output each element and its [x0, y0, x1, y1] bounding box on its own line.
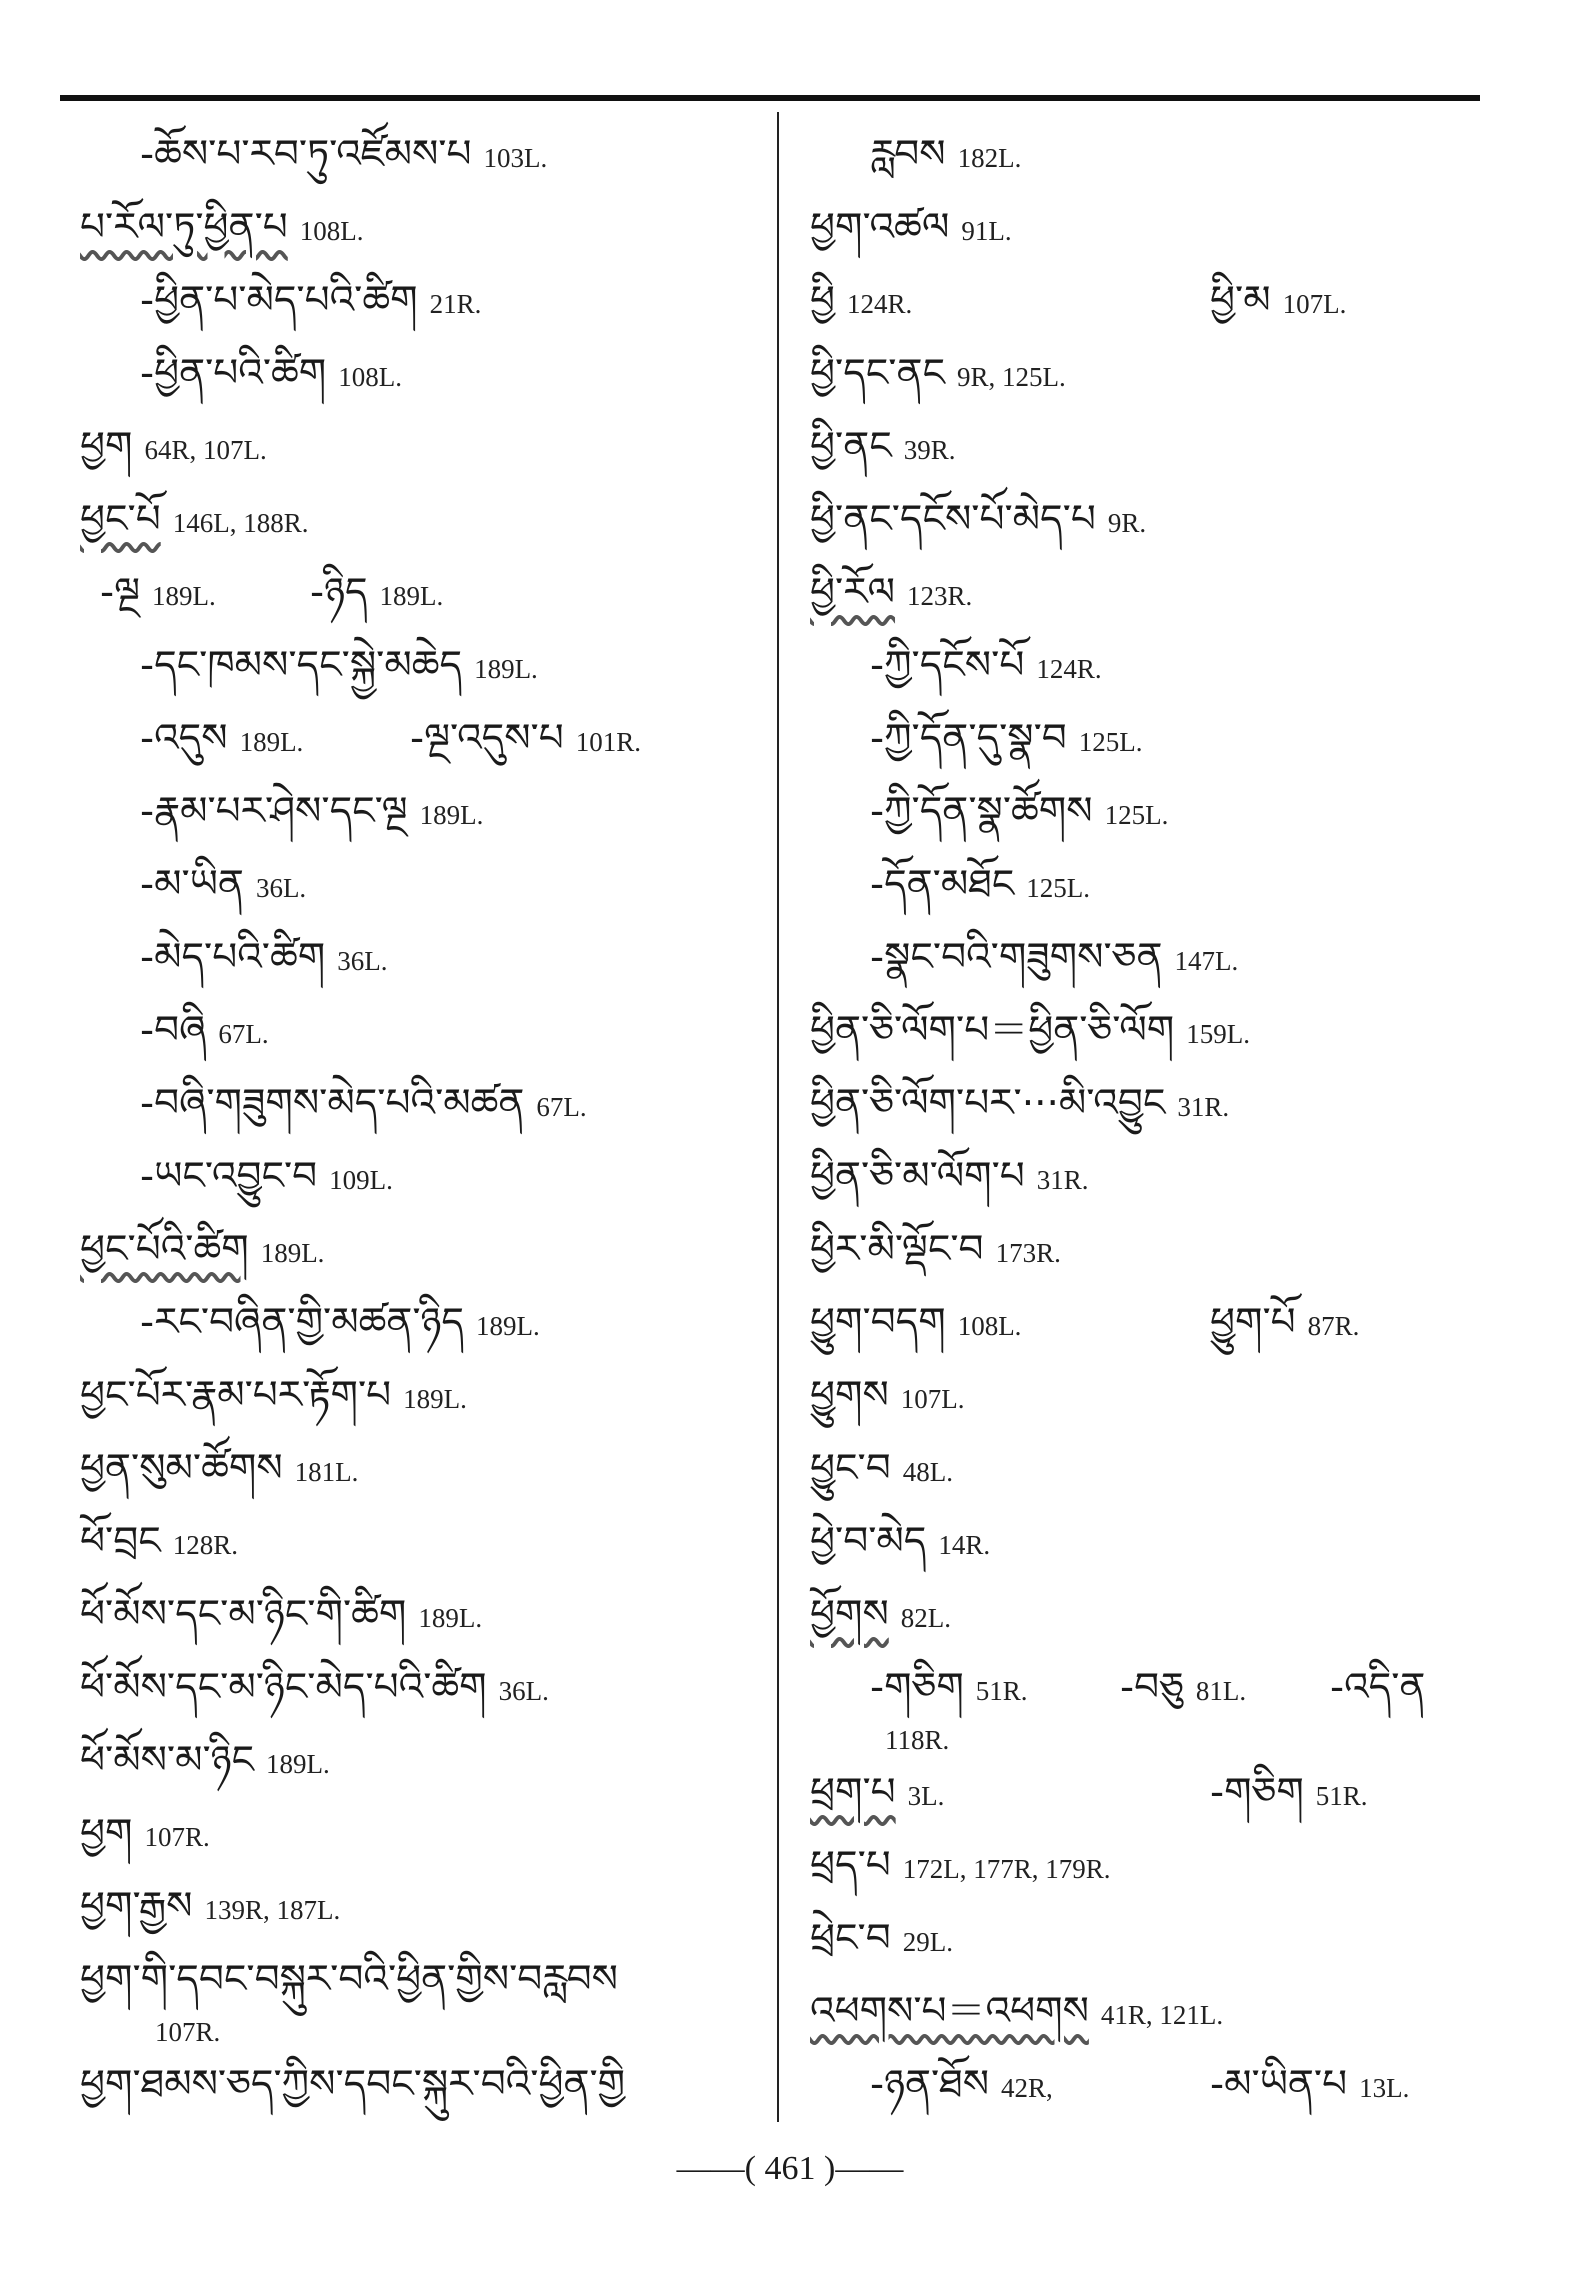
entry-main — [810, 1989, 1223, 2034]
page-ref: 29L. — [902, 1927, 953, 1957]
index-entry — [80, 1001, 760, 1074]
index-entry — [810, 490, 1480, 563]
page-ref: 31R. — [1036, 1165, 1089, 1195]
entry-term: -ཡང་འབྱུང་བ — [140, 1154, 318, 1199]
entry-main — [810, 1843, 1111, 1888]
entry-term: -འདུས — [140, 716, 228, 761]
index-entry — [80, 1220, 760, 1293]
index-entry — [80, 417, 760, 490]
entry-main — [810, 424, 955, 469]
page-ref: 125L. — [1104, 800, 1169, 830]
entry-term: ཕྱིན་ཅི་ལོག་པ＝ཕྱིན་ཅི་ལོག — [810, 1008, 1175, 1053]
page-ref: 36L. — [255, 873, 307, 903]
page-ref: 189L. — [379, 581, 444, 611]
entry-main — [80, 716, 303, 761]
entry-term: -ལྔ་འདུས་པ — [410, 716, 564, 761]
page-ref: 182L. — [957, 143, 1022, 173]
entry-term: ཕྱག་གི་དབང་བསྐུར་བའི་ཕྱིན་གྱིས་བརླབས — [80, 1957, 618, 2002]
entry-secondary — [1210, 1293, 1359, 1356]
page-ref: 147L. — [1174, 946, 1239, 976]
page-ref: 67L. — [536, 1092, 587, 1122]
page-ref: 189L. — [476, 1311, 540, 1341]
page-ref: 189L. — [474, 654, 538, 684]
entry-main — [810, 1373, 965, 1418]
entry-main — [810, 1592, 951, 1637]
index-entry — [80, 1950, 760, 2055]
page-ref: 109L. — [329, 1165, 393, 1195]
index-entry — [810, 782, 1480, 855]
page-ref: 128R. — [172, 1530, 238, 1560]
index-entry — [80, 855, 760, 928]
entry-term: -སྣང་བའི་གཟུགས་ཅན — [870, 935, 1163, 980]
entry-main — [810, 1519, 990, 1564]
index-entry — [80, 125, 760, 198]
entry-term: -མ་ཡིན — [140, 862, 244, 907]
index-entry — [80, 1512, 760, 1585]
index-entry — [810, 1909, 1480, 1982]
index-entry — [80, 563, 760, 636]
index-entry — [80, 782, 760, 855]
page-ref: 107L. — [900, 1384, 965, 1414]
entry-term: ཕྱང་པོའི་ཚིག — [80, 1227, 249, 1272]
index-entry — [80, 1585, 760, 1658]
entry-main — [80, 570, 216, 615]
index-entry — [80, 1439, 760, 1512]
entry-term: -ཀྱི་དོན་དུ་སྣ་བ — [870, 716, 1067, 761]
index-entry — [810, 125, 1480, 198]
index-entry — [810, 1220, 1480, 1293]
index-entry — [80, 928, 760, 1001]
entry-term: -བཞི — [140, 1008, 207, 1053]
entry-secondary — [1210, 1763, 1368, 1826]
entry-term: -ཕྱིན་པའི་ཚིག — [140, 351, 327, 396]
page-ref: 9R. — [1107, 508, 1147, 538]
page-ref: 123R. — [907, 581, 973, 611]
page-ref: 41R, 121L. — [1100, 2000, 1224, 2030]
page-ref: 107L. — [1282, 289, 1347, 319]
page-ref: 13L. — [1359, 2073, 1410, 2103]
entry-main — [810, 278, 912, 323]
entry-term: ཕྱུགས — [810, 1373, 889, 1418]
entry-main — [80, 1008, 269, 1053]
entry-main — [810, 205, 1012, 250]
entry-term: ཕོ་བྲང — [80, 1519, 161, 1564]
entry-term: ཕྱག — [80, 1811, 133, 1856]
index-entry — [80, 709, 760, 782]
page-ref: 3L. — [907, 1781, 945, 1811]
page-ref: 125L. — [1026, 873, 1091, 903]
entry-term: པ་རོལ་ཏུ་ཕྱིན་པ — [80, 205, 288, 250]
entry-term: ཕྱན་སུམ་ཚོགས — [80, 1446, 283, 1491]
entry-term: ཕྱུང་བ — [810, 1446, 891, 1491]
page-ref: 189L. — [403, 1384, 467, 1414]
entry-main — [80, 1811, 210, 1856]
page-ref: 124R. — [1036, 654, 1102, 684]
entry-term: ཕྱིན་ཅི་ལོག་པར་···མི་འབྱུང — [810, 1081, 1166, 1126]
index-entry — [80, 1074, 760, 1147]
entry-term: ཕྱི་རོལ — [810, 570, 896, 615]
entry-term: -ཆོས་པ་རབ་ཏུ་འཛོམས་པ — [140, 132, 472, 177]
entry-main — [80, 1592, 482, 1637]
entry-main — [80, 643, 538, 688]
page-ref: 39R. — [903, 435, 956, 465]
entry-main — [810, 1665, 1028, 1710]
page-ref: 81L. — [1195, 1676, 1247, 1706]
index-entry — [810, 709, 1480, 782]
index-entry — [80, 636, 760, 709]
entry-secondary — [1120, 1658, 1246, 1721]
entry-term: ཕྱག་རྒྱས — [80, 1884, 193, 1929]
entry-term: -རྣམ་པར་ཤེས་དང་ལྔ — [140, 789, 408, 834]
entry-term: -ཉན་ཐོས — [870, 2062, 990, 2107]
entry-term: -ཀྱི་དོན་སྣ་ཚོགས — [870, 789, 1093, 834]
entry-term: ཕྱི་མ — [1210, 278, 1271, 323]
index-entry — [810, 1001, 1480, 1074]
entry-main — [810, 862, 1090, 907]
entry-term: ཕྲེང་བ — [810, 1916, 891, 1961]
entry-term: ཕོ་མོས་དང་མ་ཉིང་གི་ཚིག — [80, 1592, 407, 1637]
page-ref: 107R. — [155, 2017, 221, 2047]
entry-term: ཕྱི — [810, 278, 835, 323]
page-ref: 64R, 107L. — [144, 435, 267, 465]
index-entry — [810, 636, 1480, 709]
page-ref-continued: 118R. — [885, 1725, 950, 1755]
entry-main — [80, 1738, 330, 1783]
index-entry — [810, 1512, 1480, 1585]
entry-term: -ཕྱིན་པ་མེད་པའི་ཚིག — [140, 278, 418, 323]
entry-term: ཕོ་མོས་དང་མ་ཉིང་མེད་པའི་ཚིག — [80, 1665, 487, 1710]
entry-term: -དོན་མཐོང — [870, 862, 1015, 907]
entry-term: ཕྱི་ནང་དངོས་པོ་མེད་པ — [810, 497, 1096, 542]
entry-main — [80, 1081, 587, 1126]
page-ref: 189L. — [419, 800, 484, 830]
entry-secondary — [410, 709, 641, 772]
page-ref: 189L. — [418, 1603, 483, 1633]
page-ref: 146L, 188R. — [172, 508, 309, 538]
column-divider — [777, 112, 779, 2122]
entry-term: ཕྱང་པོར་རྣམ་པར་རྟོག་པ — [80, 1373, 392, 1418]
index-entry — [810, 1074, 1480, 1147]
index-entry — [810, 1366, 1480, 1439]
entry-main — [810, 1227, 1061, 1272]
entry-main — [80, 1665, 549, 1710]
page-ref: 124R. — [847, 289, 913, 319]
page-ref: 189L. — [266, 1749, 330, 1779]
entry-term: ཕྱང་པོ — [80, 497, 161, 542]
page-ref: 51R. — [975, 1676, 1028, 1706]
page-ref: 48L. — [902, 1457, 953, 1487]
entry-term: -ཉིད — [310, 570, 368, 615]
entry-main — [810, 1008, 1250, 1053]
entry-main — [810, 1916, 953, 1961]
index-entry — [810, 1658, 1480, 1763]
entry-term: ཕྲག་པ — [810, 1770, 896, 1815]
page-ref: 31R. — [1177, 1092, 1230, 1122]
page-ref: 42R, — [1001, 2073, 1053, 2103]
page-ref: 181L. — [294, 1457, 359, 1487]
entry-term: -བཞི་གཟུགས་མེད་པའི་མཚན — [140, 1081, 525, 1126]
page-ref: 51R. — [1315, 1781, 1368, 1811]
page-ref: 36L. — [498, 1676, 549, 1706]
index-entry — [810, 344, 1480, 417]
entry-term: ཕྱེ་བ་མེད — [810, 1519, 927, 1564]
index-entry — [80, 344, 760, 417]
right-column — [810, 125, 1480, 2128]
index-entry — [810, 417, 1480, 490]
page-ref: 91L. — [961, 216, 1012, 246]
page-ref: 87R. — [1307, 1311, 1360, 1341]
entry-main — [810, 1154, 1089, 1199]
index-entry — [810, 928, 1480, 1001]
entry-main — [810, 789, 1168, 834]
entry-term: ཕྱག་ཐམས་ཅད་ཀྱིས་དབང་སྐུར་བའི་ཕྱིན་གྱི — [80, 2062, 626, 2107]
index-entry — [810, 271, 1480, 344]
entry-main — [810, 1081, 1229, 1126]
entry-main — [810, 351, 1066, 396]
index-entry — [80, 198, 760, 271]
entry-main — [80, 1519, 238, 1564]
page-ref: 159L. — [1186, 1019, 1250, 1049]
entry-main — [810, 132, 1021, 177]
entry-main — [80, 1154, 393, 1199]
entry-term: -བཅུ — [1120, 1665, 1184, 1710]
page-ref: 82L. — [900, 1603, 952, 1633]
index-entry — [810, 2055, 1480, 2128]
top-rule — [60, 95, 1480, 101]
entry-term: -རང་བཞིན་གྱི་མཚན་ཉིད — [140, 1300, 465, 1345]
index-entry — [80, 1293, 760, 1366]
entry-main — [80, 1957, 618, 2002]
entry-main — [810, 935, 1238, 980]
page-number-footer — [0, 2150, 1580, 2188]
entry-term: -ལྔ — [100, 570, 141, 615]
index-entry — [810, 1439, 1480, 1512]
entry-main — [80, 1300, 540, 1345]
page-ref: 9R, 125L. — [956, 362, 1066, 392]
entry-term: -མེད་པའི་ཚིག — [140, 935, 326, 980]
page-ref: 139R, 187L. — [204, 1895, 341, 1925]
entry-term: ཕྱག་འཚལ — [810, 205, 950, 250]
entry-term: ཕྱག — [80, 424, 133, 469]
index-entry — [80, 1366, 760, 1439]
index-entry — [810, 1293, 1480, 1366]
entry-main — [80, 1373, 467, 1418]
page-ref: 125L. — [1078, 727, 1143, 757]
page-ref: 189L. — [239, 727, 304, 757]
entry-term: ཕོ་མོས་མ་ཉིང — [80, 1738, 255, 1783]
footer-dash-left: ——( — [676, 2150, 756, 2187]
index-entry — [810, 1982, 1480, 2055]
entry-term: ཕྱུག་བདག — [810, 1300, 946, 1345]
index-entry — [80, 1731, 760, 1804]
index-entry — [810, 198, 1480, 271]
entry-main — [80, 497, 308, 542]
page-ref: 101R. — [575, 727, 641, 757]
entry-main — [810, 1300, 1021, 1345]
page-ref: 189L. — [260, 1238, 325, 1268]
entry-main — [80, 132, 547, 177]
page-ref: 108L. — [957, 1311, 1022, 1341]
page-ref: 189L. — [152, 581, 216, 611]
left-column — [80, 125, 760, 2128]
page-ref: 108L. — [338, 362, 403, 392]
entry-main — [80, 1227, 324, 1272]
entry-main — [80, 278, 481, 323]
entry-term: -གཅིག — [1210, 1770, 1304, 1815]
entry-main — [810, 497, 1146, 542]
index-entry — [810, 563, 1480, 636]
entry-main — [810, 1770, 944, 1815]
entry-term: ཕྱི་ནང — [810, 424, 892, 469]
page-ref: 67L. — [218, 1019, 269, 1049]
entry-secondary — [1210, 2055, 1409, 2118]
entry-term: -དང་ཁམས་དང་སྐྱེ་མཆེད — [140, 643, 463, 688]
footer-dash-right: )—— — [824, 2150, 904, 2187]
entry-tertiary — [1330, 1658, 1425, 1718]
page-ref: 108L. — [299, 216, 364, 246]
entry-secondary — [310, 563, 443, 626]
index-entry — [80, 1877, 760, 1950]
page-ref: 14R. — [938, 1530, 991, 1560]
index-entry — [80, 2055, 760, 2128]
index-entry — [80, 1147, 760, 1220]
index-entry — [80, 490, 760, 563]
page-number: 461 — [764, 2150, 816, 2187]
page-ref: 172L, 177R, 179R. — [902, 1854, 1111, 1884]
entry-main — [810, 643, 1102, 688]
entry-main — [810, 570, 972, 615]
index-entry — [80, 1658, 760, 1731]
index-entry — [810, 855, 1480, 928]
entry-term: -གཅིག — [870, 1665, 964, 1710]
page-ref: 21R. — [429, 289, 482, 319]
entry-main — [80, 862, 306, 907]
entry-main — [80, 789, 483, 834]
entry-main — [80, 2062, 625, 2107]
entry-main — [810, 2062, 1053, 2107]
entry-term: ཕྱུག་པོ — [1210, 1300, 1296, 1345]
page-ref: 173R. — [995, 1238, 1061, 1268]
index-entry — [80, 271, 760, 344]
entry-term: ཕྲད་པ — [810, 1843, 891, 1888]
entry-term: འཕགས་པ＝འཕགས — [810, 1989, 1089, 2034]
entry-secondary — [1210, 271, 1346, 334]
entry-term: ཕྱིན་ཅི་མ་ལོག་པ — [810, 1154, 1025, 1199]
index-entry — [810, 1836, 1480, 1909]
index-entry — [80, 1804, 760, 1877]
entry-term: ཕྱོགས — [810, 1592, 889, 1637]
entry-term: རླབས — [870, 132, 946, 177]
page-ref: 36L. — [337, 946, 388, 976]
page-ref: 107R. — [144, 1822, 210, 1852]
entry-main — [80, 1446, 358, 1491]
entry-main — [80, 205, 364, 250]
entry-main — [810, 716, 1143, 761]
entry-term: -ཀྱི་དངོས་པོ — [870, 643, 1025, 688]
entry-term: ཕྱིར་མི་ལྡོང་བ — [810, 1227, 984, 1272]
entry-main — [80, 351, 402, 396]
entry-main — [80, 935, 387, 980]
index-entry — [810, 1763, 1480, 1836]
index-entry — [810, 1585, 1480, 1658]
entry-main — [80, 424, 267, 469]
entry-term: ཕྱི་དང་ནང — [810, 351, 945, 396]
entry-main — [810, 1446, 953, 1491]
page-ref: 103L. — [483, 143, 548, 173]
entry-term: -འདི་ན — [1330, 1665, 1426, 1710]
entry-main — [80, 1884, 340, 1929]
index-entry — [810, 1147, 1480, 1220]
entry-term: -མ་ཡིན་པ — [1210, 2062, 1348, 2107]
